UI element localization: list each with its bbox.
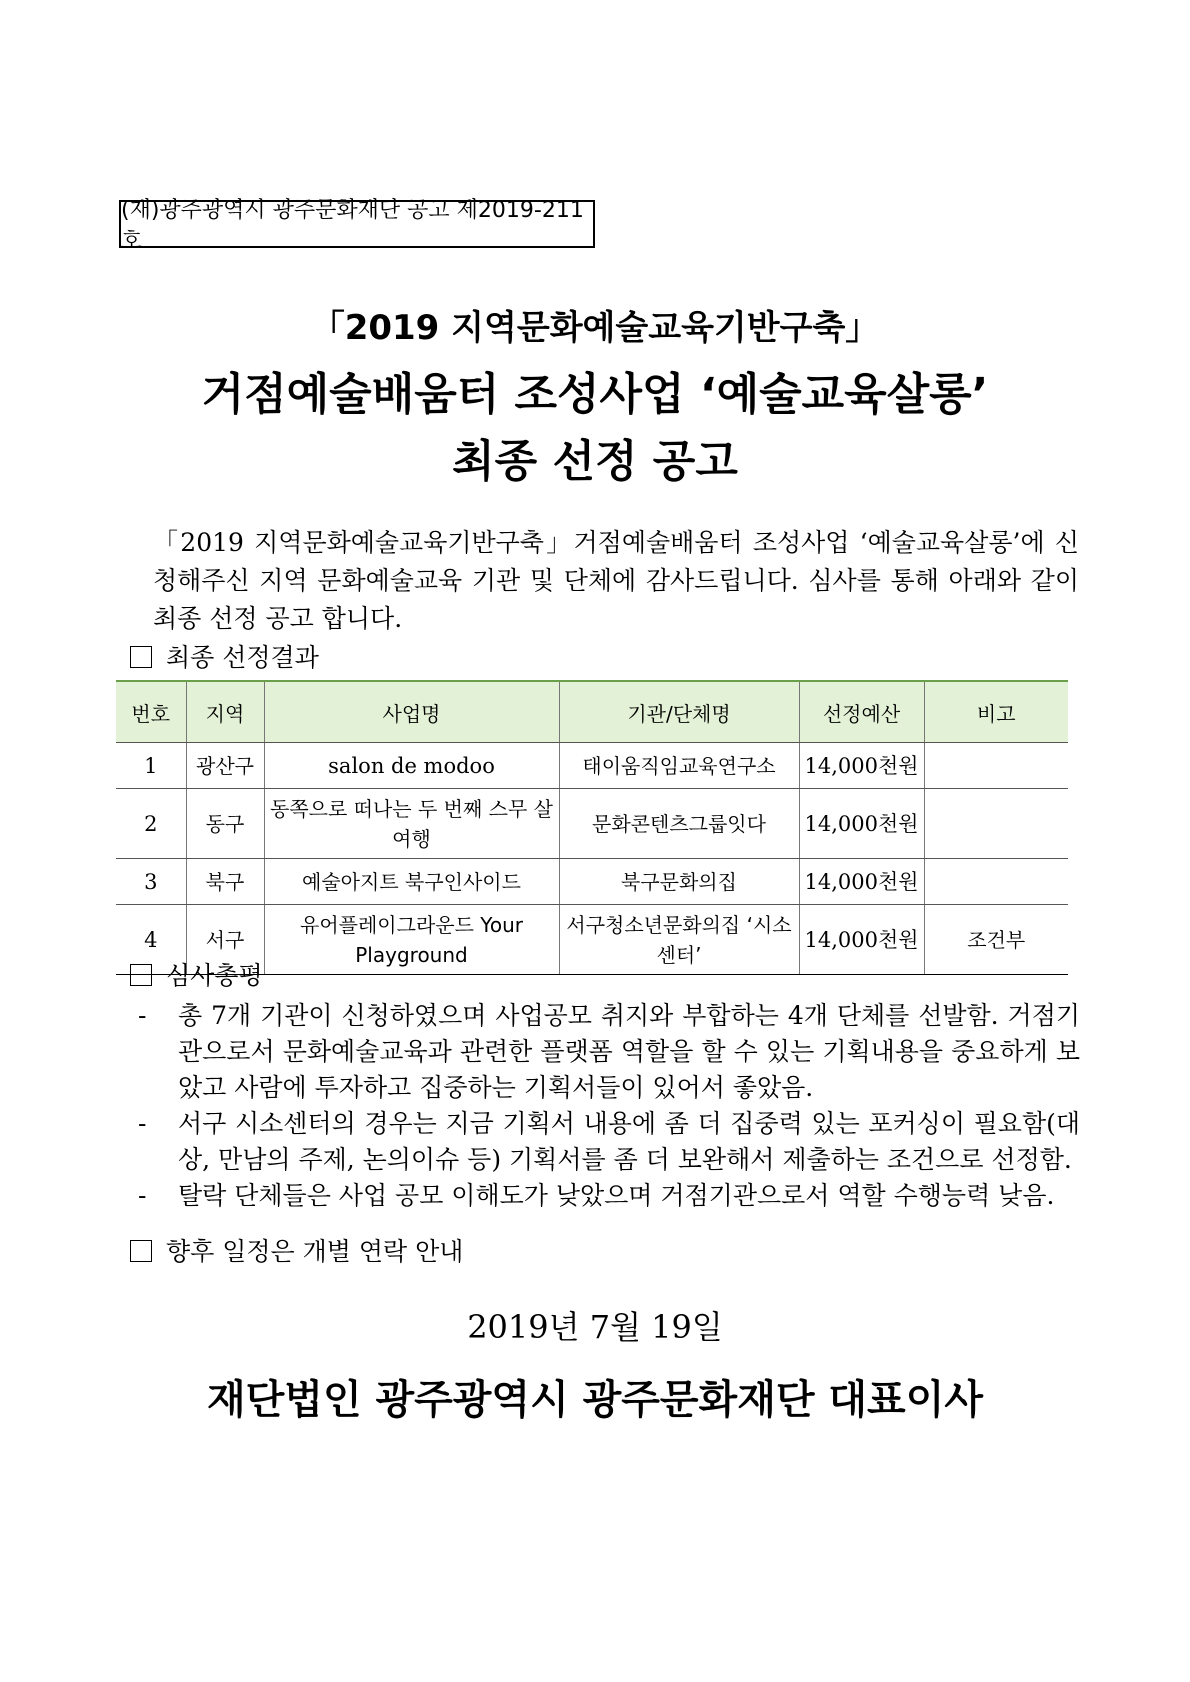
cell-project: 동쪽으로 떠나는 두 번째 스무 살 여행 bbox=[264, 789, 559, 859]
title-line-3: 최종 선정 공고 bbox=[452, 436, 738, 487]
checkbox-square-icon bbox=[130, 964, 152, 986]
header-org: 기관/단체명 bbox=[559, 681, 799, 743]
table-row bbox=[116, 859, 1068, 905]
cell-budget: 14,000천원 bbox=[799, 859, 924, 905]
header-note: 비고 bbox=[924, 681, 1068, 743]
title-line-2: 거점예술배움터 조성사업 ‘예술교육살롱’ bbox=[201, 369, 989, 420]
results-heading-label: 최종 선정결과 bbox=[166, 643, 319, 672]
cell-note bbox=[924, 859, 1068, 905]
cell-note bbox=[924, 789, 1068, 859]
cell-budget: 14,000천원 bbox=[799, 743, 924, 789]
list-item bbox=[138, 1178, 1080, 1214]
cell-project: 유어플레이그라운드 Your Playground bbox=[264, 905, 559, 975]
cell-project: 예술아지트 북구인사이드 bbox=[264, 859, 559, 905]
schedule-heading bbox=[130, 1232, 463, 1268]
cell-budget: 14,000천원 bbox=[799, 905, 924, 975]
review-item-text: 탈락 단체들은 사업 공모 이해도가 낮았으며 거점기관으로서 역할 수행능력 낮음. bbox=[178, 1181, 1055, 1210]
header-region: 지역 bbox=[186, 681, 264, 743]
list-item bbox=[138, 998, 1080, 1106]
cell-note bbox=[924, 743, 1068, 789]
cell-project: salon de modoo bbox=[264, 743, 559, 789]
header-budget: 선정예산 bbox=[799, 681, 924, 743]
signer: 재단법인 광주광역시 광주문화재단 대표이사 bbox=[207, 1377, 983, 1423]
issue-date: 2019년 7월 19일 bbox=[467, 1308, 723, 1346]
title-line-1: 「2019 지역문화예술교육기반구축」 bbox=[310, 308, 880, 348]
intro-text: 「2019 지역문화예술교육기반구축」거점예술배움터 조성사업 ‘예술교육살롱’에 신청해주신 지역 문화예술교육 기관 및 단체에 감사드립니다. 심사를 통해 아래와 같이 최종 선정 공고 합니다. bbox=[153, 528, 1079, 633]
dash-bullet-icon: - bbox=[138, 1181, 147, 1210]
cell-region: 북구 bbox=[186, 859, 264, 905]
cell-org: 태이움직임교육연구소 bbox=[559, 743, 799, 789]
review-item-text: 서구 시소센터의 경우는 지금 기획서 내용에 좀 더 집중력 있는 포커싱이 필요함(대상, 만남의 주제, 논의이슈 등) 기획서를 좀 더 보완해서 제출하는 조건으로 선정함. bbox=[178, 1109, 1080, 1174]
schedule-heading-label: 향후 일정은 개별 연락 안내 bbox=[166, 1237, 464, 1266]
table-header-row bbox=[116, 681, 1068, 743]
cell-no: 2 bbox=[116, 789, 186, 859]
notice-number: (재)광주광역시 광주문화재단 공고 제2019-211호 bbox=[121, 198, 584, 254]
cell-org: 북구문화의집 bbox=[559, 859, 799, 905]
review-heading bbox=[130, 956, 263, 992]
cell-region: 동구 bbox=[186, 789, 264, 859]
notice-number-box bbox=[119, 198, 595, 254]
review-heading-label: 심사총평 bbox=[166, 961, 263, 990]
intro-paragraph bbox=[119, 524, 1079, 638]
results-heading bbox=[130, 638, 319, 674]
cell-note: 조건부 bbox=[924, 905, 1068, 975]
cell-region: 광산구 bbox=[186, 743, 264, 789]
list-item bbox=[138, 1106, 1080, 1178]
table-row bbox=[116, 789, 1068, 859]
cell-budget: 14,000천원 bbox=[799, 789, 924, 859]
cell-no: 1 bbox=[116, 743, 186, 789]
cell-org: 문화콘텐츠그룹잇다 bbox=[559, 789, 799, 859]
header-no: 번호 bbox=[116, 681, 186, 743]
header-project: 사업명 bbox=[264, 681, 559, 743]
cell-region: 서구 bbox=[186, 905, 264, 975]
cell-org: 서구청소년문화의집 ‘시소센터’ bbox=[559, 905, 799, 975]
results-table bbox=[116, 680, 1068, 975]
table-row bbox=[116, 743, 1068, 789]
checkbox-square-icon bbox=[130, 1240, 152, 1262]
dash-bullet-icon: - bbox=[138, 1109, 147, 1138]
dash-bullet-icon: - bbox=[138, 1001, 147, 1030]
cell-no: 3 bbox=[116, 859, 186, 905]
cell-no: 4 bbox=[116, 905, 186, 975]
review-item-text: 총 7개 기관이 신청하였으며 사업공모 취지와 부합하는 4개 단체를 선발함. 거점기관으로서 문화예술교육과 관련한 플랫폼 역할을 할 수 있는 기획내용을 중요하게 보았고 사람에 투자하고 집중하는 기획서들이 있어서 좋았음. bbox=[178, 1001, 1080, 1102]
review-list bbox=[138, 998, 1080, 1214]
checkbox-square-icon bbox=[130, 646, 152, 668]
